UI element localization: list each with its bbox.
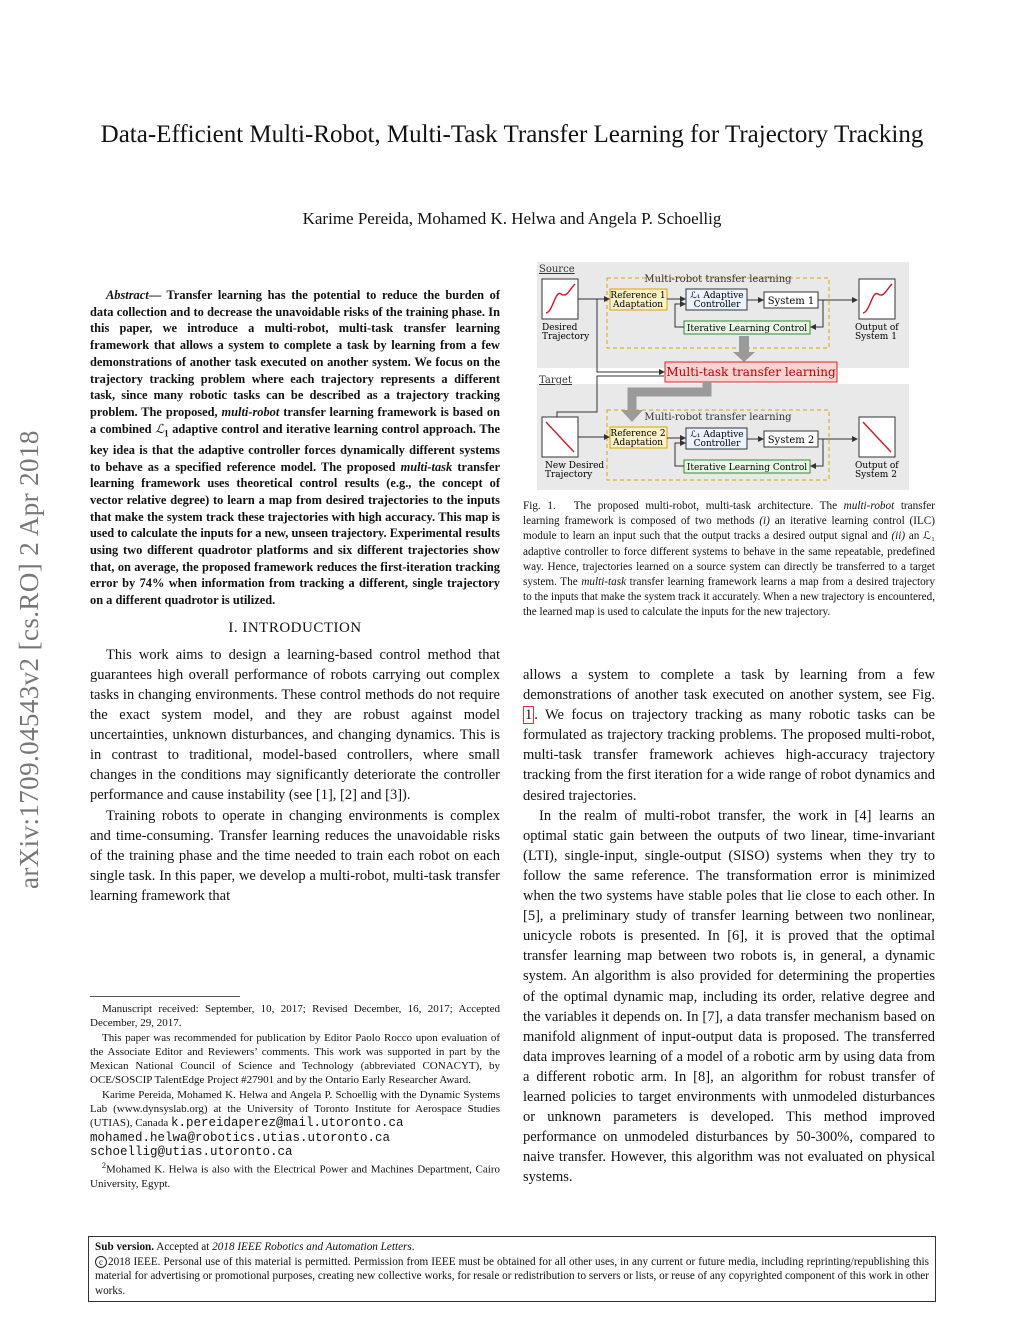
architecture-diagram xyxy=(537,262,909,490)
out1-label-1: Output of xyxy=(855,323,899,333)
ref2-line-2: Adaptation xyxy=(612,438,664,448)
footnote-helwa xyxy=(90,1159,500,1191)
copyright-icon: c xyxy=(95,1256,107,1268)
copyright-notice xyxy=(88,1236,936,1302)
ref2-line-1: Reference 2 xyxy=(610,429,666,439)
right-column xyxy=(523,665,935,1187)
footnote-rule xyxy=(90,996,240,997)
ref1-line-1: Reference 1 xyxy=(610,291,666,301)
abstract-em-multi-robot: multi-robot xyxy=(221,404,280,419)
caption-text-2: transfer learning framework is composed of two methods xyxy=(523,500,935,528)
footnote-helwa-text: Mohamed K. Helwa is also with the Electrical Power and Machines Department, Cairo University, Egypt. xyxy=(90,1163,500,1191)
adaptive-2-line-1: ℒ₁ Adaptive xyxy=(690,430,744,440)
desired-label-2: Trajectory xyxy=(542,332,590,342)
right-p1-text-a: allows a system to complete a task by learning from a few demonstrations of another task executed on another system, see Fig. xyxy=(523,667,935,704)
email-pereida[interactable]: k.pereidaperez@mail.utoronto.ca xyxy=(170,1116,404,1131)
paper-title: Data-Efficient Multi-Robot, Multi-Task Transfer Learning for Trajectory Tracking xyxy=(100,121,924,148)
footnote-mark-2: 2 xyxy=(102,1161,106,1171)
abstract-em-multi-task: multi-task xyxy=(400,459,453,474)
left-column xyxy=(90,287,500,906)
arxiv-side-identifier: arXiv:1709.04543v2 [cs.RO] 2 Apr 2018 xyxy=(14,430,44,890)
out2-label-2: System 2 xyxy=(855,470,897,480)
email-helwa[interactable]: mohamed.helwa@robotics.utias.utoronto.ca xyxy=(90,1130,391,1145)
notice-text-3: 2018 IEEE. Personal use of this material is permitted. Permission from IEEE must be obtained for all other uses, in any current or future media, including reprinting/republishing this material for advertising or promotional purposes, creating new collective works, for resale or redistribution to servers or lists, or reuse of any copyrighted component of this work in other works. xyxy=(95,1255,929,1297)
adaptive-1-line-2: Controller xyxy=(693,300,741,310)
right-paragraph-1 xyxy=(523,665,935,806)
section-heading-introduction: I. INTRODUCTION xyxy=(228,619,362,636)
ilc-2-label: Iterative Learning Control xyxy=(686,463,808,473)
adaptive-1-line-1: ℒ₁ Adaptive xyxy=(690,291,744,301)
system-2-label: System 2 xyxy=(767,435,815,446)
mttl-label: Multi-task transfer learning xyxy=(666,365,836,379)
notice-text-1: Accepted at xyxy=(154,1241,213,1253)
adaptive-2-line-2: Controller xyxy=(693,439,741,449)
source-label: Source xyxy=(539,264,575,275)
footnote-recommendation: This paper was recommended for publication by Editor Paolo Rocco upon evaluation of the Associate Editor and Reviewers’ comments. This work was supported in part by the Mexican National Council of Science and Technology (abbreviated CONACYT), by OCE/SOSCIP TalentEdge Project #27901 and by the Ontario Early Researcher Award. xyxy=(90,1031,500,1087)
abstract-text-2: transfer learning framework is based on a combined xyxy=(90,404,500,436)
notice-venue: 2018 IEEE Robotics and Automation Letters xyxy=(212,1241,412,1253)
system-1-label: System 1 xyxy=(767,296,815,307)
abstract-l1-subscript: 1 xyxy=(164,428,169,439)
caption-text-5: transfer learning framework learns a map from a desired trajectory to the inputs that make the system track it accurately. When a new trajectory is encountered, the learned map is used to calculate the inputs for the new trajectory. xyxy=(523,576,935,619)
desired-label-1: Desired xyxy=(542,323,578,333)
abstract xyxy=(90,287,500,609)
caption-text-3: an iterative learning control (ILC) module to learn an input such that the output tracks a desired output signal and xyxy=(523,515,935,543)
intro-paragraph-1: This work aims to design a learning-based control method that guarantees high overall performance of robots carrying out complex tasks in changing environments. These control methods do not require the exact system model, and they are robust against model uncertainties, unknown disturbances, and changing dynamics. This is in contrast to traditional, model-based controllers, where small changes in the conditions may significantly deteriorate the controller performance and cause instability (see [1], [2] and [3]). xyxy=(90,646,500,804)
abstract-text-3: adaptive control and iterative learning control approach. The key idea is that the adaptive controller forces dynamically different systems to behave as a specified reference model. The proposed xyxy=(90,421,501,474)
abstract-dash: — xyxy=(148,288,162,302)
caption-em-4: multi-task xyxy=(581,576,627,589)
intro-paragraph-2: Training robots to operate in changing environments is complex and time-consuming. Transfer learning reduces the unavoidable risks of the training phase and the time needed to train each robot on each single task. In this paper, we develop a multi-robot, multi-task transfer learning framework that xyxy=(90,807,500,904)
caption-em-1: multi-robot xyxy=(843,500,895,512)
right-paragraph-2: In the realm of multi-robot transfer, the work in [4] learns an optimal static gain between the outputs of two linear, time-invariant (LTI), single-input, single-output (SISO) systems when they try to follow the same reference. The transformation error is minimized when the two systems have stable poles that lie close to each other. In [5], a preliminary study of transfer learning between two nonlinear, unicycle robots is presented. In [6], it is proved that the optimal transfer learning map between two robots is, in general, a dynamic system. An algorithm is also provided for determining the properties of the optimal dynamic map, including its order, relative degree and the variables it depends on. In [7], a data transfer mechanism based on manifold alignment of input-output data is proposed. The transferred data improves learning of a model of a robotic arm by using data from a different robotic arm. In [8], an algorithm for robust transfer of learned policies to target environments with unmodeled disturbances or unknown parameters is developed. This method improved performance on unmodeled disturbances by 50-300%, compared to naive transfer. However, this algorithm was not evaluated on physical systems. xyxy=(523,807,935,1186)
mrtl-label-target: Multi-robot transfer learning xyxy=(644,412,792,423)
figure-caption xyxy=(523,499,935,621)
email-schoellig[interactable]: schoellig@utias.utoronto.ca xyxy=(90,1144,293,1159)
footnotes xyxy=(90,1002,500,1192)
right-p1-text-b: . We focus on trajectory tracking as many robotic tasks can be formulated as trajectory tracking problems. The proposed multi-robot, multi-task transfer framework achieves high-accuracy trajectory tracking from the first iteration for a wide range of robot dynamics and desired trajectories. xyxy=(523,707,935,804)
abstract-text-1: Transfer learning has the potential to reduce the burden of data collection and to decrease the unavoidable risks of the training phase. In this paper, we introduce a multi-robot, multi-task transfer learning framework that allows a system to complete a task by learning from a few demonstrations of another task executed on another system. We focus on the trajectory tracking problem where each trajectory represents a different task, since many robotic tasks can be described as a trajectory tracking problem. The proposed, xyxy=(90,288,500,419)
notice-text-2: . xyxy=(411,1241,415,1253)
caption-em-2: (i) xyxy=(759,515,770,528)
abstract-text-4: transfer learning framework uses theoretical control results (e.g., the concept of vector relative degree) to learn a map from desired trajectories to the inputs that make the system track these trajectories with high accuracy. This map is used to calculate the inputs for a new, unseen trajectory. Experimental results using two different quadrotor platforms and six different trajectories show that, on average, the proposed framework reduces the first-iteration tracking error by 74% when information from tracking a different, single trajectory on a different quadrotor is utilized. xyxy=(90,459,500,608)
paper-authors: Karime Pereida, Mohamed K. Helwa and Angela P. Schoellig xyxy=(302,209,722,228)
target-label: Target xyxy=(539,375,572,386)
new-desired-label-2: Trajectory xyxy=(545,470,593,480)
caption-em-3: (ii) xyxy=(891,530,906,543)
footnote-affiliation-text: Karime Pereida, Mohamed K. Helwa and Angela P. Schoellig with the Dynamic Systems Lab (www.dynsyslab.org) at the University of Toronto Institute for Aerospace Studies (UTIAS), Canada xyxy=(90,1088,500,1130)
abstract-l1-symbol: ℒ xyxy=(155,421,165,436)
figure-architecture xyxy=(537,262,909,490)
footnote-affiliation xyxy=(90,1088,500,1159)
out1-label-2: System 1 xyxy=(855,332,897,342)
ilc-1-label: Iterative Learning Control xyxy=(686,324,808,334)
caption-text-4: an ℒ₁ adaptive controller to force different systems to behave in the same repeatable, predefined way. Hence, trajectories learned on a source system can directly be transferred to a target system. The xyxy=(523,530,935,589)
new-desired-label-1: New Desired xyxy=(545,461,605,471)
caption-text-1: The proposed multi-robot, multi-task architecture. The xyxy=(573,500,844,512)
figure-reference-link[interactable]: 1 xyxy=(525,707,533,724)
footnote-manuscript: Manuscript received: September, 10, 2017; Revised December, 16, 2017; Accepted December, 29, 2017. xyxy=(90,1003,500,1030)
notice-bold: Sub version. xyxy=(95,1241,155,1253)
mrtl-label-source: Multi-robot transfer learning xyxy=(644,274,792,285)
abstract-lead: Abstract xyxy=(106,288,149,302)
caption-label: Fig. 1. xyxy=(523,500,556,512)
out2-label-1: Output of xyxy=(855,461,899,471)
gray-arrow-source-shaft xyxy=(739,336,749,354)
ref1-line-2: Adaptation xyxy=(612,300,664,310)
